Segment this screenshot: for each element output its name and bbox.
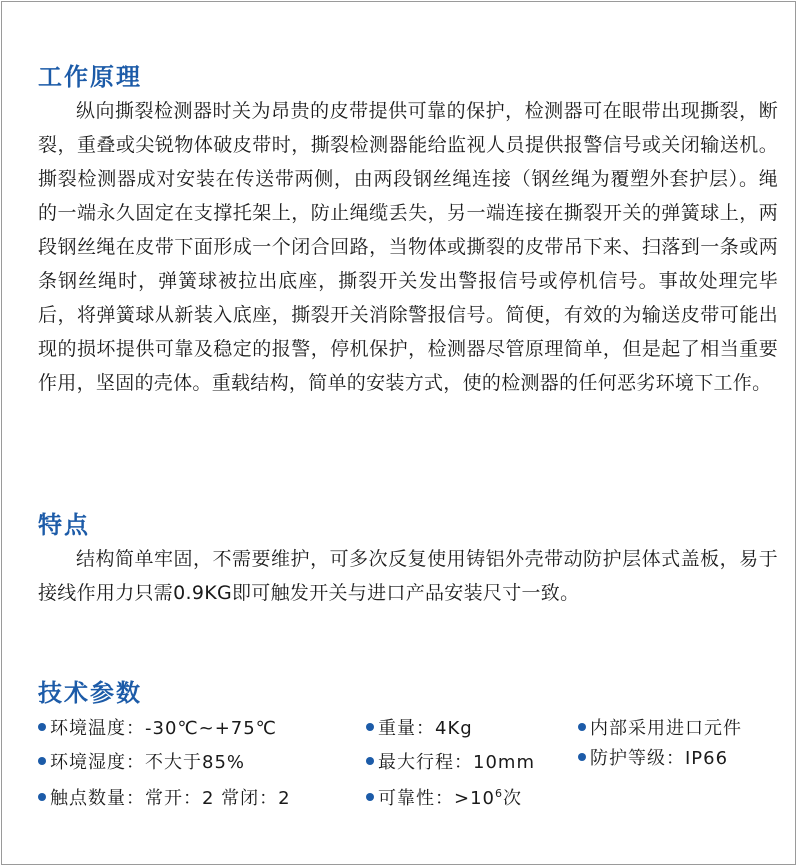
spec-label: 最大行程：10mm (378, 752, 535, 773)
bullet-dot-icon (578, 723, 586, 731)
bullet-dot-icon (38, 757, 46, 765)
spec-item-components (578, 716, 742, 742)
section-title-principle: 工作原理 (38, 63, 142, 91)
spec-label: 重量：4Kg (378, 718, 473, 739)
spec-label: 触点数量：常开：2 常闭：2 (50, 788, 291, 809)
spec-label: 防护等级：IP66 (590, 748, 729, 769)
spec-label-exponent: 6 (495, 787, 503, 800)
spec-label: 环境湿度：不大于85% (50, 752, 246, 773)
bullet-dot-icon (38, 793, 46, 801)
principle-paragraph: 纵向撕裂检测器时关为昂贵的皮带提供可靠的保护，检测器可在眼带出现撕裂，断裂，重叠或尖锐物体破皮带时，撕裂检测器能给监视人员提供报警信号或关闭输送机。撕裂检测器成对安装在传送带两侧，由两段钢丝绳连接（钢丝绳为覆塑外套护层）。绳的一端永久固定在支撑托架上，防止绳缆丢失，另一端连接在撕裂开关的弹簧球上，两段钢丝绳在皮带下面形成一个闭合回路，当物体或撕裂的皮带吊下来、扫落到一条或两条钢丝绳时，弹簧球被拉出底座，撕裂开关发出警报信号或停机信号。事故处理完毕后，将弹簧球从新装入底座，撕裂开关消除警报信号。简便，有效的为输送皮带可能出现的损坏提供可靠及稳定的报警，停机保护，检测器尽管原理简单，但是起了相当重要作用，坚固的壳体。重载结构，简单的安装方式，使的检测器的任何恶劣环境下工作。 (38, 100, 778, 394)
spec-label: 环境温度：-30℃~+75℃ (50, 718, 277, 739)
bullet-dot-icon (366, 793, 374, 801)
spec-item-reliability (366, 786, 522, 812)
section-title-features: 特点 (38, 511, 90, 539)
spec-item-protection (578, 746, 728, 772)
spec-label: 内部采用进口元件 (590, 718, 742, 739)
spec-item-temperature (38, 716, 277, 742)
specs-list (38, 716, 778, 826)
features-paragraph: 结构简单牢固，不需要维护，可多次反复使用铸铝外壳带动防护层体式盖板，易于接线作用力只需0.9KG即可触发开关与进口产品安装尺寸一致。 (38, 548, 778, 604)
bullet-dot-icon (366, 757, 374, 765)
section-title-specs: 技术参数 (38, 679, 142, 707)
bullet-dot-icon (366, 723, 374, 731)
spec-item-travel (366, 750, 535, 776)
bullet-dot-icon (578, 753, 586, 761)
spec-item-humidity (38, 750, 245, 776)
spec-label-prefix: 可靠性：>10 (378, 788, 495, 809)
spec-label-suffix: 次 (503, 788, 522, 809)
bullet-dot-icon (38, 723, 46, 731)
spec-item-contacts (38, 786, 291, 812)
spec-item-weight (366, 716, 473, 742)
